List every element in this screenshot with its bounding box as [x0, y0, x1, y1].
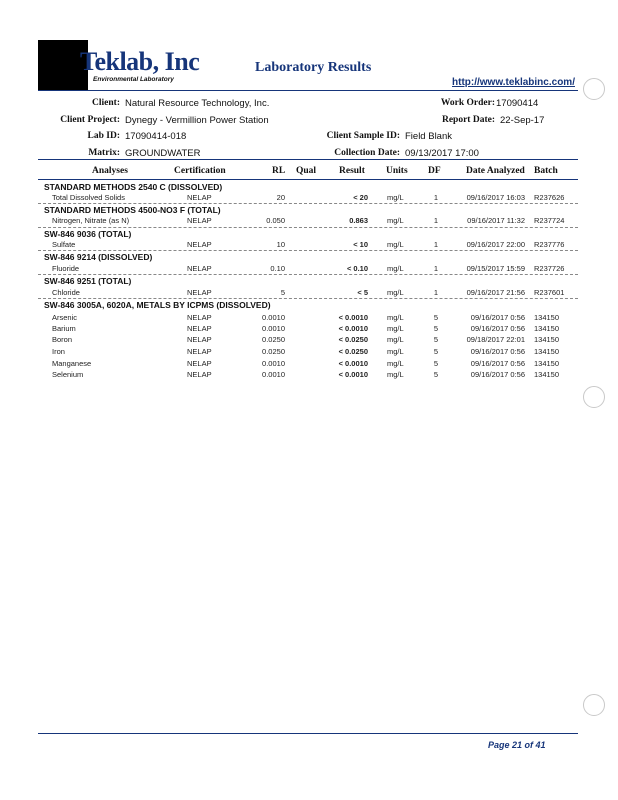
analyte-name: Sulfate: [52, 240, 76, 249]
reporting-limit: 0.0010: [262, 324, 285, 333]
reporting-limit: 0.0250: [262, 335, 285, 344]
dilution-factor: 1: [433, 240, 438, 249]
section-title: SW-846 3005A, 6020A, METALS BY ICPMS (DISSOLVED): [44, 300, 271, 310]
col-header-df: DF: [428, 166, 441, 176]
workorder-label: Work Order:: [440, 98, 495, 108]
analyte-name: Total Dissolved Solids: [52, 193, 125, 202]
dilution-factor: 5: [433, 347, 438, 356]
units: mg/L: [387, 335, 404, 344]
analyte-name: Arsenic: [52, 313, 78, 322]
date-analyzed: 09/16/2017 16:03: [466, 193, 525, 202]
binder-hole-icon: [583, 694, 605, 716]
result-value: < 0.0010: [338, 370, 368, 379]
section-title: SW-846 9251 (TOTAL): [44, 276, 132, 286]
project-label: Client Project:: [60, 115, 120, 125]
certification: NELAP: [187, 193, 212, 202]
result-value: < 10: [353, 240, 368, 249]
batch-id: R237626: [534, 193, 565, 202]
units: mg/L: [387, 313, 404, 322]
analyte-name: Selenium: [52, 370, 84, 379]
workorder-value: 17090414: [496, 98, 539, 109]
certification: NELAP: [187, 335, 212, 344]
col-header-date-analyzed: Date Analyzed: [466, 166, 525, 176]
page-title: Laboratory Results: [255, 60, 372, 75]
sample-value: Field Blank: [405, 131, 452, 142]
company-logo: Teklab, Inc: [80, 47, 200, 76]
page-number: Page 21 of 41: [488, 740, 546, 750]
dilution-factor: 1: [433, 288, 438, 297]
col-header-batch: Batch: [534, 166, 558, 176]
reporting-limit: 20: [276, 193, 285, 202]
dilution-factor: 5: [433, 370, 438, 379]
section-divider: [38, 274, 578, 275]
date-analyzed: 09/16/2017 21:56: [466, 288, 525, 297]
collection-label: Collection Date:: [334, 148, 400, 158]
reporting-limit: 0.0250: [262, 347, 285, 356]
reporting-limit: 5: [280, 288, 285, 297]
result-value: 0.863: [349, 216, 368, 225]
batch-id: 134150: [534, 335, 560, 344]
analyte-name: Nitrogen, Nitrate (as N): [52, 216, 130, 225]
batch-id: R237726: [534, 264, 565, 273]
sample-label: Client Sample ID:: [326, 131, 400, 141]
header-divider: [38, 90, 578, 91]
units: mg/L: [387, 193, 404, 202]
date-analyzed: 09/16/2017 0:56: [470, 370, 525, 379]
col-header-certification: Certification: [174, 166, 226, 176]
matrix-label: Matrix:: [88, 148, 120, 158]
col-header-qual: Qual: [296, 166, 317, 176]
reporting-limit: 0.0010: [262, 370, 285, 379]
batch-id: 134150: [534, 370, 560, 379]
date-analyzed: 09/18/2017 22:01: [466, 335, 525, 344]
dilution-factor: 5: [433, 335, 438, 344]
company-subtitle: Environmental Laboratory: [93, 76, 174, 83]
footer-divider: [38, 733, 578, 734]
certification: NELAP: [187, 240, 212, 249]
analyte-name: Iron: [52, 347, 65, 356]
batch-id: R237724: [534, 216, 565, 225]
units: mg/L: [387, 288, 404, 297]
analyte-name: Manganese: [52, 359, 92, 368]
date-analyzed: 09/16/2017 11:32: [467, 216, 525, 225]
certification: NELAP: [187, 264, 212, 273]
certification: NELAP: [187, 359, 212, 368]
section-divider: [38, 250, 578, 251]
result-value: < 20: [353, 193, 368, 202]
dilution-factor: 5: [433, 313, 438, 322]
col-header-analyses: Analyses: [92, 166, 128, 176]
certification: NELAP: [187, 347, 212, 356]
units: mg/L: [387, 370, 404, 379]
binder-hole-icon: [583, 386, 605, 408]
result-value: < 0.0250: [338, 335, 368, 344]
result-value: < 0.10: [346, 264, 368, 273]
units: mg/L: [387, 216, 404, 225]
units: mg/L: [387, 359, 404, 368]
section-divider: [38, 203, 578, 204]
reporting-limit: 0.10: [270, 264, 285, 273]
batch-id: R237776: [534, 240, 565, 249]
client-label: Client:: [92, 98, 120, 108]
binder-hole-icon: [583, 78, 605, 100]
batch-id: 134150: [534, 313, 560, 322]
dilution-factor: 5: [433, 359, 438, 368]
units: mg/L: [387, 264, 404, 273]
dilution-factor: 1: [433, 264, 438, 273]
section-title: SW-846 9036 (TOTAL): [44, 229, 132, 239]
labid-label: Lab ID:: [87, 131, 120, 141]
labid-value: 17090414-018: [125, 131, 187, 142]
reporting-limit: 10: [276, 240, 285, 249]
batch-id: R237601: [534, 288, 565, 297]
matrix-value: GROUNDWATER: [125, 148, 201, 159]
dilution-factor: 1: [433, 193, 438, 202]
section-title: SW-846 9214 (DISSOLVED): [44, 252, 153, 262]
analyte-name: Fluoride: [52, 264, 80, 273]
col-header-units: Units: [386, 166, 408, 176]
analyte-name: Barium: [52, 324, 76, 333]
reportdate-label: Report Date:: [441, 115, 495, 125]
info-divider: [38, 159, 578, 160]
batch-id: 134150: [534, 359, 560, 368]
dilution-factor: 1: [433, 216, 438, 225]
result-value: < 0.0010: [338, 313, 368, 322]
certification: NELAP: [187, 324, 212, 333]
collection-value: 09/13/2017 17:00: [405, 148, 479, 159]
date-analyzed: 09/16/2017 22:00: [466, 240, 525, 249]
reporting-limit: 0.0010: [262, 359, 285, 368]
reporting-limit: 0.050: [266, 216, 285, 225]
units: mg/L: [387, 240, 404, 249]
table-header-divider: [38, 179, 578, 180]
result-value: < 5: [357, 288, 368, 297]
reporting-limit: 0.0010: [262, 313, 285, 322]
certification: NELAP: [187, 216, 212, 225]
company-url-link[interactable]: http://www.teklabinc.com/: [452, 77, 575, 88]
result-value: < 0.0010: [338, 359, 368, 368]
analyte-name: Chloride: [52, 288, 80, 297]
analyte-name: Boron: [52, 335, 73, 344]
units: mg/L: [387, 347, 404, 356]
certification: NELAP: [187, 313, 212, 322]
certification: NELAP: [187, 370, 212, 379]
project-value: Dynegy - Vermillion Power Station: [125, 115, 269, 126]
section-title: STANDARD METHODS 4500-NO3 F (TOTAL): [44, 205, 221, 215]
batch-id: 134150: [534, 347, 560, 356]
date-analyzed: 09/16/2017 0:56: [470, 324, 525, 333]
batch-id: 134150: [534, 324, 560, 333]
date-analyzed: 09/16/2017 0:56: [470, 313, 525, 322]
dilution-factor: 5: [433, 324, 438, 333]
client-value: Natural Resource Technology, Inc.: [125, 98, 270, 109]
section-divider: [38, 298, 578, 299]
date-analyzed: 09/16/2017 0:56: [470, 347, 525, 356]
reportdate-value: 22-Sep-17: [500, 115, 545, 126]
col-header-rl: RL: [272, 166, 286, 176]
units: mg/L: [387, 324, 404, 333]
result-value: < 0.0010: [338, 324, 368, 333]
certification: NELAP: [187, 288, 212, 297]
date-analyzed: 09/16/2017 0:56: [470, 359, 525, 368]
section-title: STANDARD METHODS 2540 C (DISSOLVED): [44, 182, 223, 192]
date-analyzed: 09/15/2017 15:59: [466, 264, 525, 273]
section-divider: [38, 227, 578, 228]
col-header-result: Result: [339, 166, 365, 176]
result-value: < 0.0250: [338, 347, 368, 356]
